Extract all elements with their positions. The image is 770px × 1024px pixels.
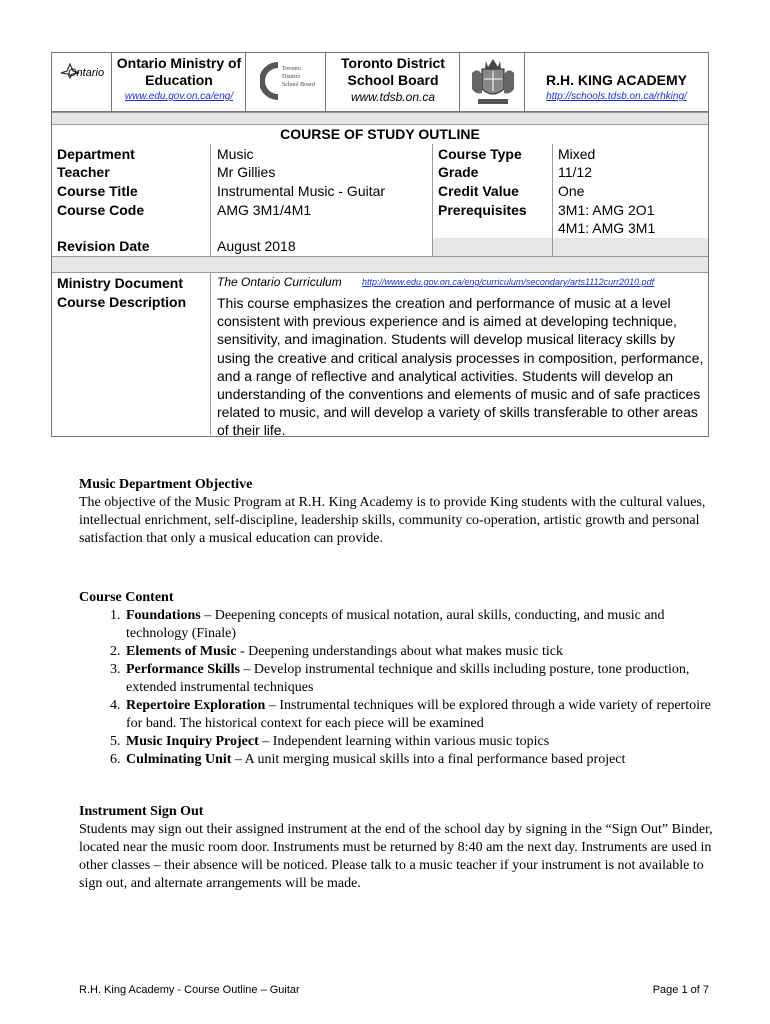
list-item — [124, 607, 719, 643]
course-code-label: Course Code — [57, 202, 145, 218]
shaded-cell — [433, 238, 552, 256]
ministry-document-label: Ministry Document — [57, 275, 184, 291]
prereq-value-1: 3M1: AMG 2O1 — [558, 202, 655, 218]
tdsb-cell — [326, 53, 460, 111]
list-item-title: Foundations — [126, 608, 201, 623]
footer-page-number: Page 1 of 7 — [652, 984, 709, 996]
grade-value: 11/12 — [558, 164, 592, 180]
ministry-document-link[interactable]: http://www.edu.gov.on.ca/eng/curriculum/secondary/arts1112curr2010.pdf — [362, 277, 655, 287]
signout-heading: Instrument Sign Out — [79, 804, 204, 819]
tdsb-logo-text: Toronto District School Board — [282, 66, 315, 88]
course-title-value: Instrumental Music - Guitar — [217, 183, 386, 199]
list-item-title: Performance Skills — [126, 662, 240, 677]
ministry-cell — [112, 53, 246, 111]
credit-label: Credit Value — [438, 183, 519, 199]
academy-title: R.H. KING ACADEMY — [545, 72, 688, 88]
signout-section — [79, 803, 719, 893]
revision-date-value: August 2018 — [217, 238, 296, 254]
tdsb-url[interactable]: www.tdsb.on.ca — [350, 90, 436, 104]
grade-label: Grade — [438, 164, 479, 180]
list-item — [124, 697, 719, 733]
list-item-text: – Develop instrumental technique and skills including posture, tone production, extended instrumental techniques — [126, 662, 690, 695]
crest-cell — [460, 53, 525, 111]
tdsb-logo-mark-icon — [260, 61, 282, 101]
ministry-document-value: The Ontario Curriculum — [217, 275, 342, 289]
department-label: Department — [57, 146, 135, 162]
spacer-row — [52, 256, 708, 273]
credit-value: One — [558, 183, 585, 199]
course-content-heading: Course Content — [79, 590, 174, 605]
column-divider — [210, 144, 211, 435]
list-item — [124, 751, 719, 769]
ministry-link[interactable]: www.edu.gov.on.ca/eng/ — [124, 91, 234, 102]
list-item-text: - Deepening understandings about what makes music tick — [236, 644, 564, 659]
course-title-label: Course Title — [57, 183, 138, 199]
course-description-label: Course Description — [57, 294, 187, 310]
list-item — [124, 643, 719, 661]
list-item-text: – Independent learning within various music topics — [258, 734, 550, 749]
tdsb-logo-cell — [246, 53, 326, 111]
academy-link[interactable]: http://schools.tdsb.on.ca/rhking/ — [546, 91, 687, 102]
teacher-value: Mr Gillies — [217, 164, 276, 180]
objective-text: The objective of the Music Program at R.H. King Academy is to provide King students with the cultural values, intellectual enrichment, self-discipline, leadership skills, community co-operation, artistic growth and personal satisfaction that only a musical education can provide. — [79, 495, 706, 546]
course-description-text: This course emphasizes the creation and performance of music at a level consistent with previous experience and is aimed at developing technique, sensitivity, and imagination. Students will develop musical literacy skills by using the creative and critical analysis processes in composition, performance, and a range of reflective and analytical activities. Students will develop an understanding of the conventions and elements of music and of safe practices related to music, and will develop a variety of skills transferable to other areas of their life. — [217, 295, 704, 439]
ontario-logo-text: Ontario — [68, 67, 105, 79]
header-table — [51, 52, 709, 112]
course-content-list — [79, 607, 719, 769]
course-type-value: Mixed — [558, 146, 596, 162]
outline-title: COURSE OF STUDY OUTLINE — [280, 126, 480, 142]
crest-icon — [468, 55, 518, 109]
objective-section — [79, 476, 719, 548]
signout-text: Students may sign out their assigned instrument at the end of the school day by signing in the “Sign Out” Binder, located near the music room door. Instruments must be returned by 8:40 am the next day. Instruments are used in other classes – their absence will be noticed. Please talk to a music teacher if your instrument is not available to sign out, and alternate arrangements will be made. — [79, 822, 713, 891]
shaded-cell — [553, 238, 708, 256]
prereq-value-2: 4M1: AMG 3M1 — [558, 220, 656, 236]
list-item — [124, 661, 719, 697]
ontario-logo-cell — [52, 53, 112, 111]
spacer-row — [52, 112, 708, 125]
objective-heading: Music Department Objective — [79, 477, 253, 492]
list-item — [124, 733, 719, 751]
list-item-title: Elements of Music — [126, 644, 237, 659]
revision-date-label: Revision Date — [57, 238, 150, 254]
list-item-text: – Instrumental techniques will be explored through a wide variety of repertoire for band. The historical context for each piece will be examined — [126, 698, 711, 731]
ministry-title: Ontario Ministry of Education — [116, 55, 242, 88]
course-outline-table — [51, 112, 709, 437]
tdsb-title: Toronto District School Board — [341, 55, 445, 88]
department-value: Music — [217, 146, 254, 162]
list-item-text: – A unit merging musical skills into a final performance based project — [231, 752, 626, 767]
teacher-label: Teacher — [57, 164, 110, 180]
academy-cell — [525, 53, 708, 111]
list-item-title: Music Inquiry Project — [126, 734, 259, 749]
tdsb-logo — [260, 59, 316, 105]
list-item-title: Repertoire Exploration — [126, 698, 266, 713]
course-code-value: AMG 3M1/4M1 — [217, 202, 312, 218]
prereq-label: Prerequisites — [438, 202, 527, 218]
footer-left: R.H. King Academy - Course Outline – Guitar — [79, 984, 300, 996]
course-content-section — [79, 589, 719, 769]
course-type-label: Course Type — [438, 146, 522, 162]
list-item-title: Culminating Unit — [126, 752, 232, 767]
list-item-text: – Deepening concepts of musical notation, aural skills, conducting, and music and technology (Finale) — [126, 608, 665, 641]
